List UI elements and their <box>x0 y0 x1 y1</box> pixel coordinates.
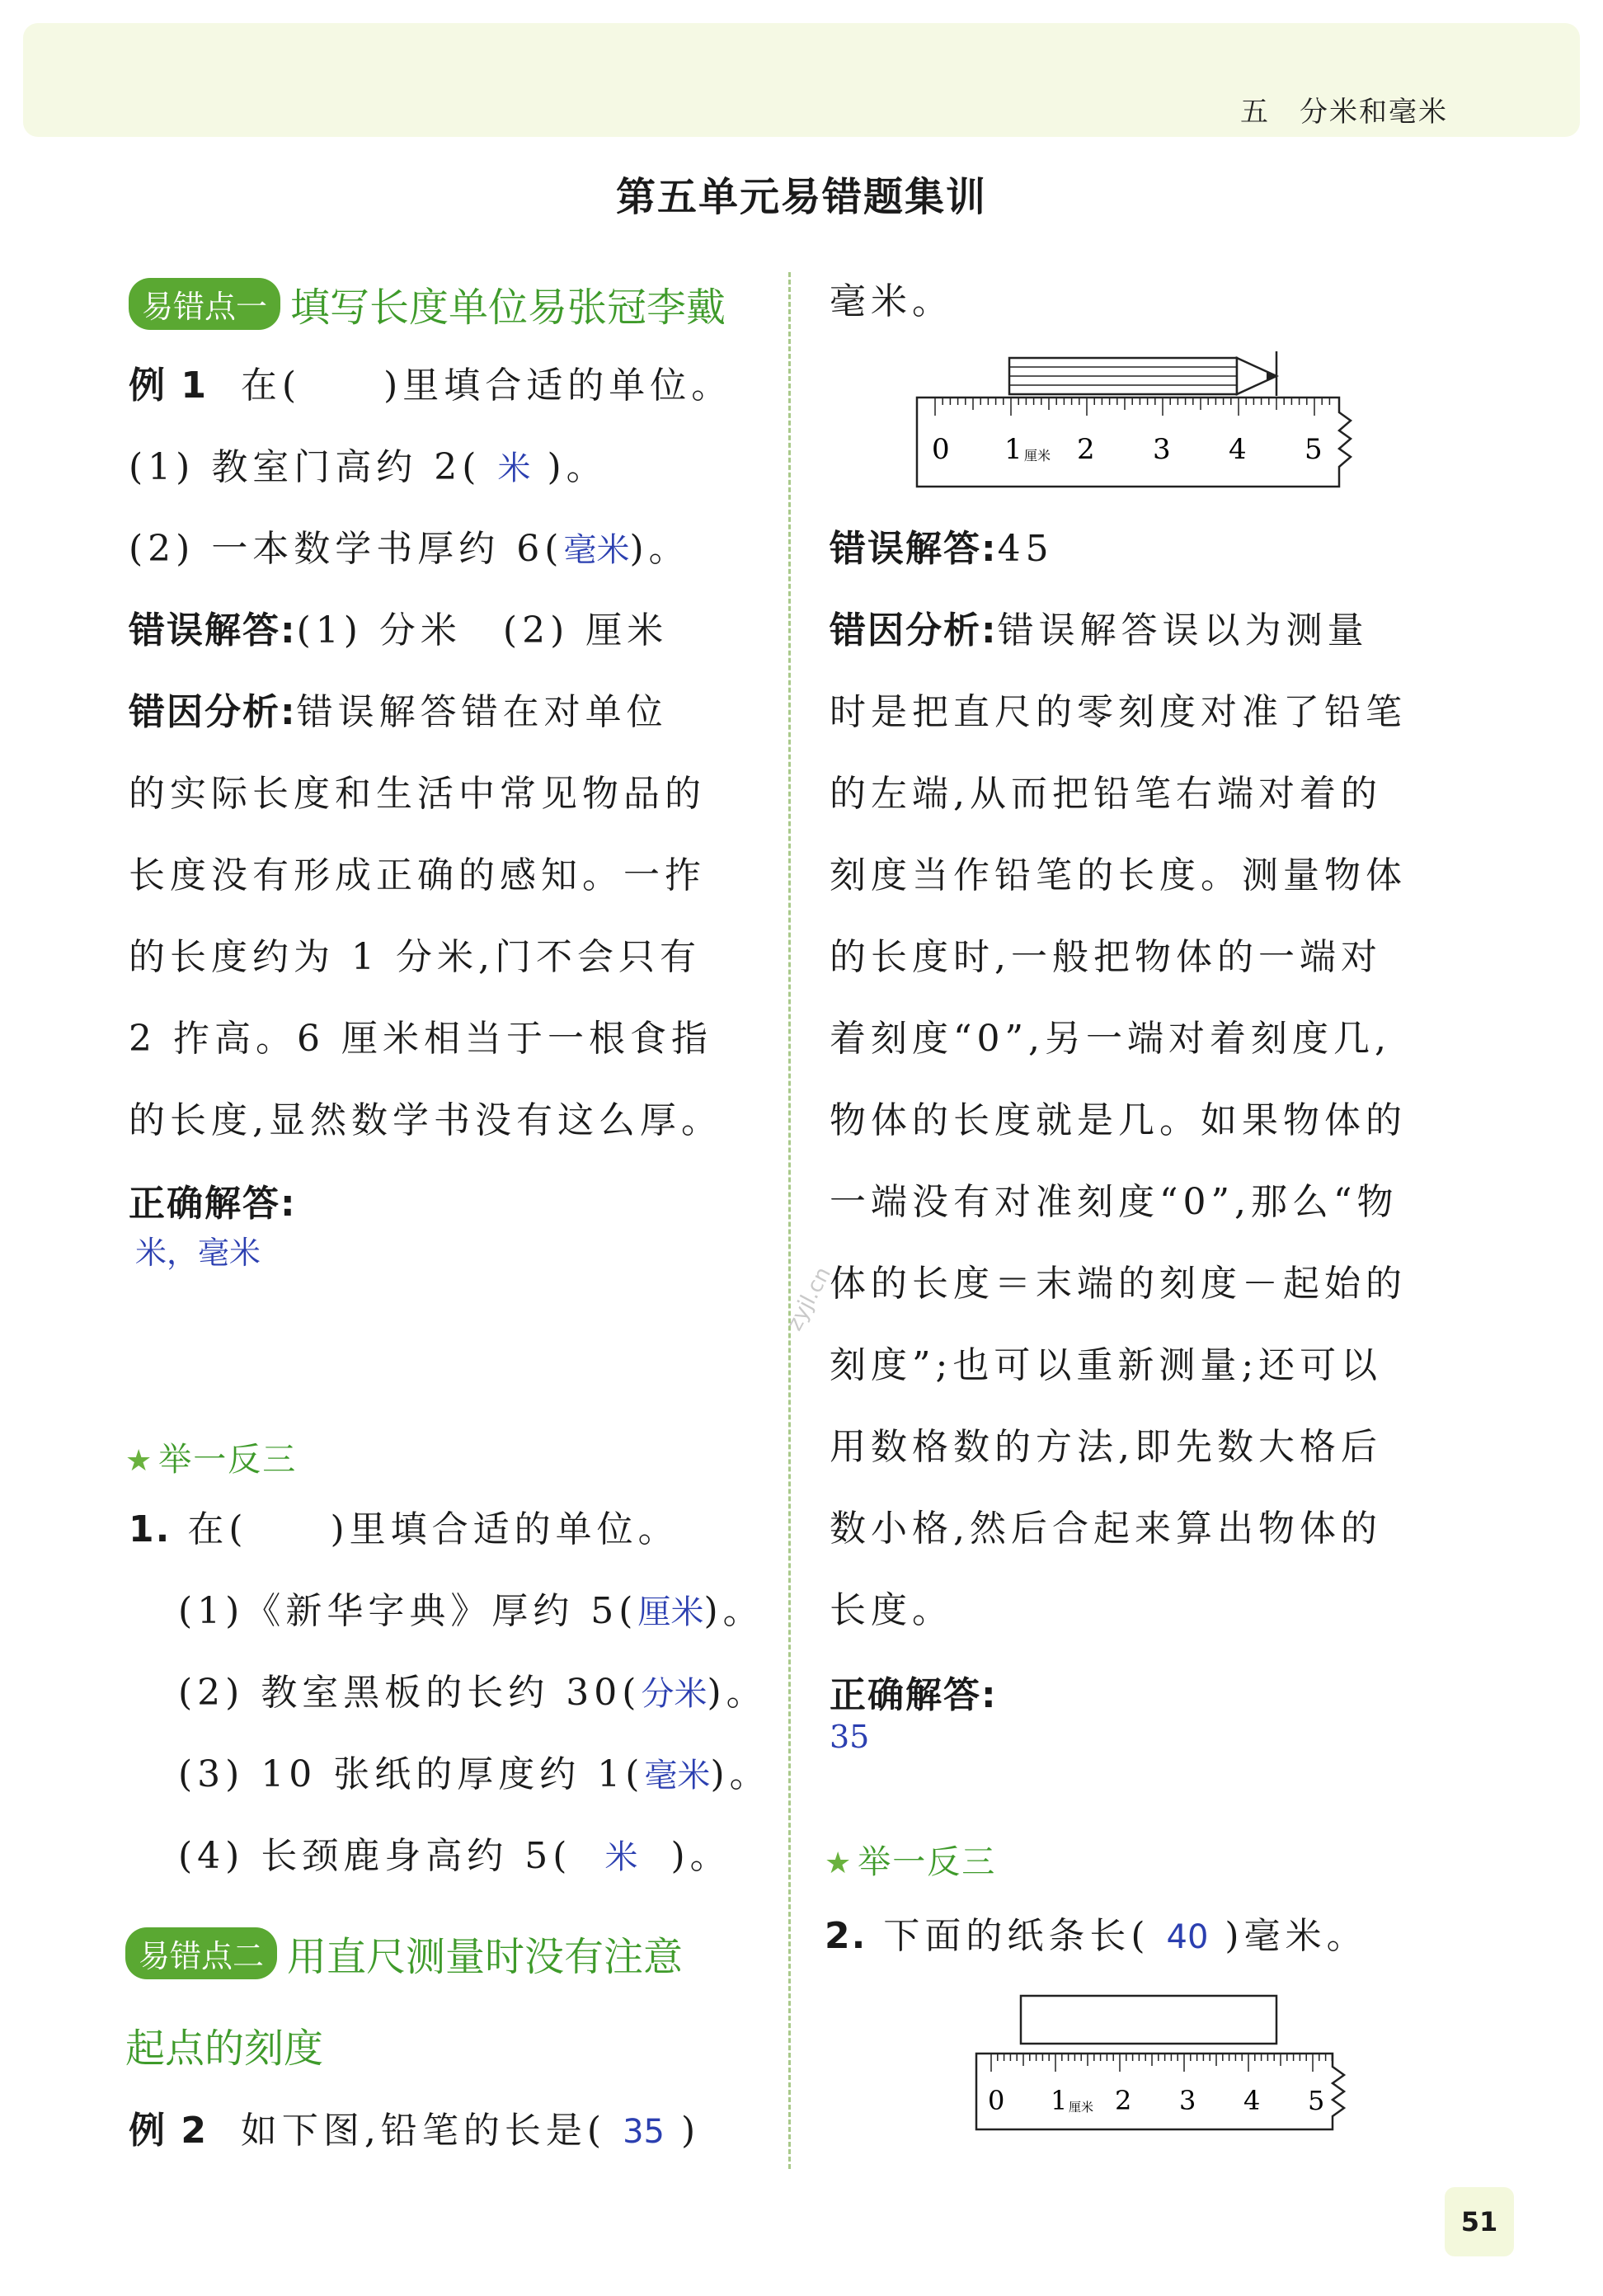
question-text: 在( )里填合适的单位。 <box>187 1508 679 1550</box>
example-text: 如下图,铅笔的长是( <box>240 2110 607 2152</box>
error-point-tag: 易错点一 <box>129 278 280 330</box>
answer-fill: 40 <box>1166 1918 1209 1956</box>
question-text: (2) 教室黑板的长约 30( <box>178 1672 642 1714</box>
ruler-body <box>917 398 1351 487</box>
question-number: 1. <box>129 1508 172 1550</box>
error-point-title: 用直尺测量时没有注意 <box>287 1934 684 1980</box>
ruler-label: 2 <box>1115 2085 1132 2116</box>
practice-title: 举一反三 <box>158 1441 298 1479</box>
ruler-label: 1 <box>1004 433 1022 466</box>
question-text: (2) 一本数学书厚约 6( <box>129 528 564 570</box>
answer-fill: 米 <box>497 449 531 487</box>
example-text-end: ) <box>680 2110 701 2152</box>
page-title: 第五单元易错题集训 <box>615 174 987 220</box>
chapter-header: 五 分米和毫米 <box>1240 96 1448 129</box>
cause-analysis-line: 长度没有形成正确的感知。一拃 <box>129 854 706 896</box>
example-text: 在( )里填合适的单位。 <box>240 365 733 407</box>
error-point-title-cont: 起点的刻度 <box>125 2025 324 2072</box>
answer-fill: 毫米 <box>644 1757 711 1795</box>
page-number: 51 <box>1445 2187 1514 2256</box>
question-text-end: )。 <box>703 1590 764 1632</box>
wrong-answer-text: (1) 分米 (2) 厘米 <box>296 609 669 652</box>
cause-analysis-line: 物体的长度就是几。如果物体的 <box>830 1099 1407 1141</box>
ruler-unit: 厘米 <box>1024 448 1051 463</box>
ruler-label: 0 <box>932 433 950 466</box>
ruler-label: 2 <box>1077 433 1095 466</box>
cause-analysis-line: 着刻度“0”,另一端对着刻度几, <box>830 1018 1391 1060</box>
example-2-cont: 毫米。 <box>830 280 953 322</box>
practice-1-item <box>178 1570 764 1654</box>
wrong-answer <box>830 508 1054 590</box>
ruler-label: 4 <box>1243 2085 1261 2116</box>
wrong-answer-label: 错误解答: <box>830 528 998 570</box>
cause-analysis-line: 的长度时,一般把物体的一端对 <box>830 936 1382 978</box>
ruler-label: 5 <box>1308 2085 1325 2116</box>
ruler-unit: 厘米 <box>1069 2100 1094 2115</box>
cause-analysis-line: 的左端,从而把铅笔右端对着的 <box>830 773 1382 815</box>
cause-analysis-line: 长度。 <box>830 1589 953 1631</box>
ruler-label: 1 <box>1051 2085 1068 2116</box>
error-point-1-heading <box>129 275 726 332</box>
practice-heading <box>825 1836 996 1883</box>
practice-title: 举一反三 <box>858 1843 997 1881</box>
answer-fill: 米 <box>604 1838 638 1876</box>
cause-analysis-text: 错误解答错在对单位 <box>296 691 668 733</box>
wrong-answer <box>129 590 668 671</box>
wrong-answer-text: 45 <box>997 528 1054 570</box>
question-text: (1) 教室门高约 2( <box>129 446 482 488</box>
ruler-label: 3 <box>1179 2085 1196 2116</box>
ruler-body <box>976 2054 1344 2129</box>
ruler-label: 5 <box>1304 433 1323 466</box>
star-icon: ★ <box>125 1444 154 1478</box>
practice-1-item <box>178 1734 771 1817</box>
cause-analysis-line: 一端没有对准刻度“0”,那么“物 <box>830 1181 1399 1223</box>
ruler-label: 3 <box>1153 433 1171 466</box>
cause-analysis-line: 的实际长度和生活中常见物品的 <box>129 773 706 815</box>
cause-analysis-line: 2 拃高。6 厘米相当于一根食指 <box>129 1018 712 1060</box>
cause-analysis-line: 的长度约为 1 分米,门不会只有 <box>129 936 701 978</box>
star-icon: ★ <box>825 1847 853 1880</box>
question-text-end: )。 <box>707 1672 768 1714</box>
example-1 <box>129 345 732 426</box>
ruler-label: 0 <box>988 2085 1005 2116</box>
answer-fill: 分米 <box>641 1675 707 1713</box>
question-text-end: )。 <box>629 528 690 570</box>
example-label: 例 2 <box>129 2110 208 2152</box>
answer-fill: 35 <box>623 2113 665 2151</box>
correct-answer-label-text: 正确解答: <box>830 1674 998 1716</box>
error-point-tag: 易错点二 <box>125 1927 277 1979</box>
cause-analysis-line <box>129 671 668 753</box>
error-point-2-heading <box>125 1925 683 1982</box>
example-label: 例 1 <box>129 365 208 407</box>
practice-1 <box>129 1489 679 1570</box>
answer-fill: 厘米 <box>637 1593 704 1631</box>
cause-analysis-label: 错因分析: <box>129 691 297 733</box>
practice-1-item <box>178 1652 768 1735</box>
wrong-answer-label: 错误解答: <box>129 609 297 652</box>
watermark: zyjl.cn <box>782 1263 836 1335</box>
paper-strip <box>1021 1996 1276 2044</box>
question-text-end: )。 <box>710 1753 771 1795</box>
answer-fill: 毫米 <box>563 531 630 569</box>
example-2 <box>129 2090 700 2173</box>
practice-1-item <box>178 1815 731 1898</box>
cause-analysis-line: 刻度”;也可以重新测量;还可以 <box>830 1344 1383 1386</box>
pencil <box>1009 351 1276 396</box>
ruler-label: 4 <box>1229 433 1247 466</box>
practice-heading <box>125 1433 297 1480</box>
cause-analysis-line: 时是把直尺的零刻度对准了铅笔 <box>830 691 1407 733</box>
question-text: 下面的纸条长( <box>883 1915 1150 1957</box>
cause-analysis-label: 错因分析: <box>830 609 998 652</box>
cause-analysis-line: 体的长度＝末端的刻度－起始的 <box>830 1263 1407 1305</box>
correct-answer-label-text: 正确解答: <box>129 1183 297 1225</box>
cause-analysis-line <box>830 590 1369 671</box>
error-point-title: 填写长度单位易张冠李戴 <box>290 285 726 331</box>
question-text-end: )。 <box>670 1835 731 1877</box>
question-number: 2. <box>825 1915 867 1957</box>
question-text-end: )毫米。 <box>1225 1915 1368 1957</box>
correct-answer: 米，毫米 <box>135 1235 261 1271</box>
question-text: (3) 10 张纸的厚度约 1( <box>178 1753 645 1795</box>
practice-2 <box>825 1895 1368 1978</box>
cause-analysis-line: 用数格数的方法,即先数大格后 <box>830 1426 1382 1468</box>
correct-answer: 35 <box>830 1719 870 1755</box>
question-text: (1)《新华字典》厚约 5( <box>178 1590 638 1632</box>
example-1-q2 <box>129 508 690 591</box>
cause-analysis-line: 的长度,显然数学书没有这么厚。 <box>129 1099 722 1141</box>
example-1-q1 <box>129 426 608 510</box>
cause-analysis-line: 数小格,然后合起来算出物体的 <box>830 1508 1382 1550</box>
cause-analysis-text: 错误解答误以为测量 <box>997 609 1369 652</box>
question-text-end: )。 <box>547 446 608 488</box>
cause-analysis-line: 刻度当作铅笔的长度。测量物体 <box>830 854 1407 896</box>
column-divider <box>788 272 791 2169</box>
ruler-pencil-figure <box>907 346 1369 495</box>
question-text: (4) 长颈鹿身高约 5( <box>178 1835 572 1877</box>
ruler-strip-figure <box>970 1989 1349 2138</box>
